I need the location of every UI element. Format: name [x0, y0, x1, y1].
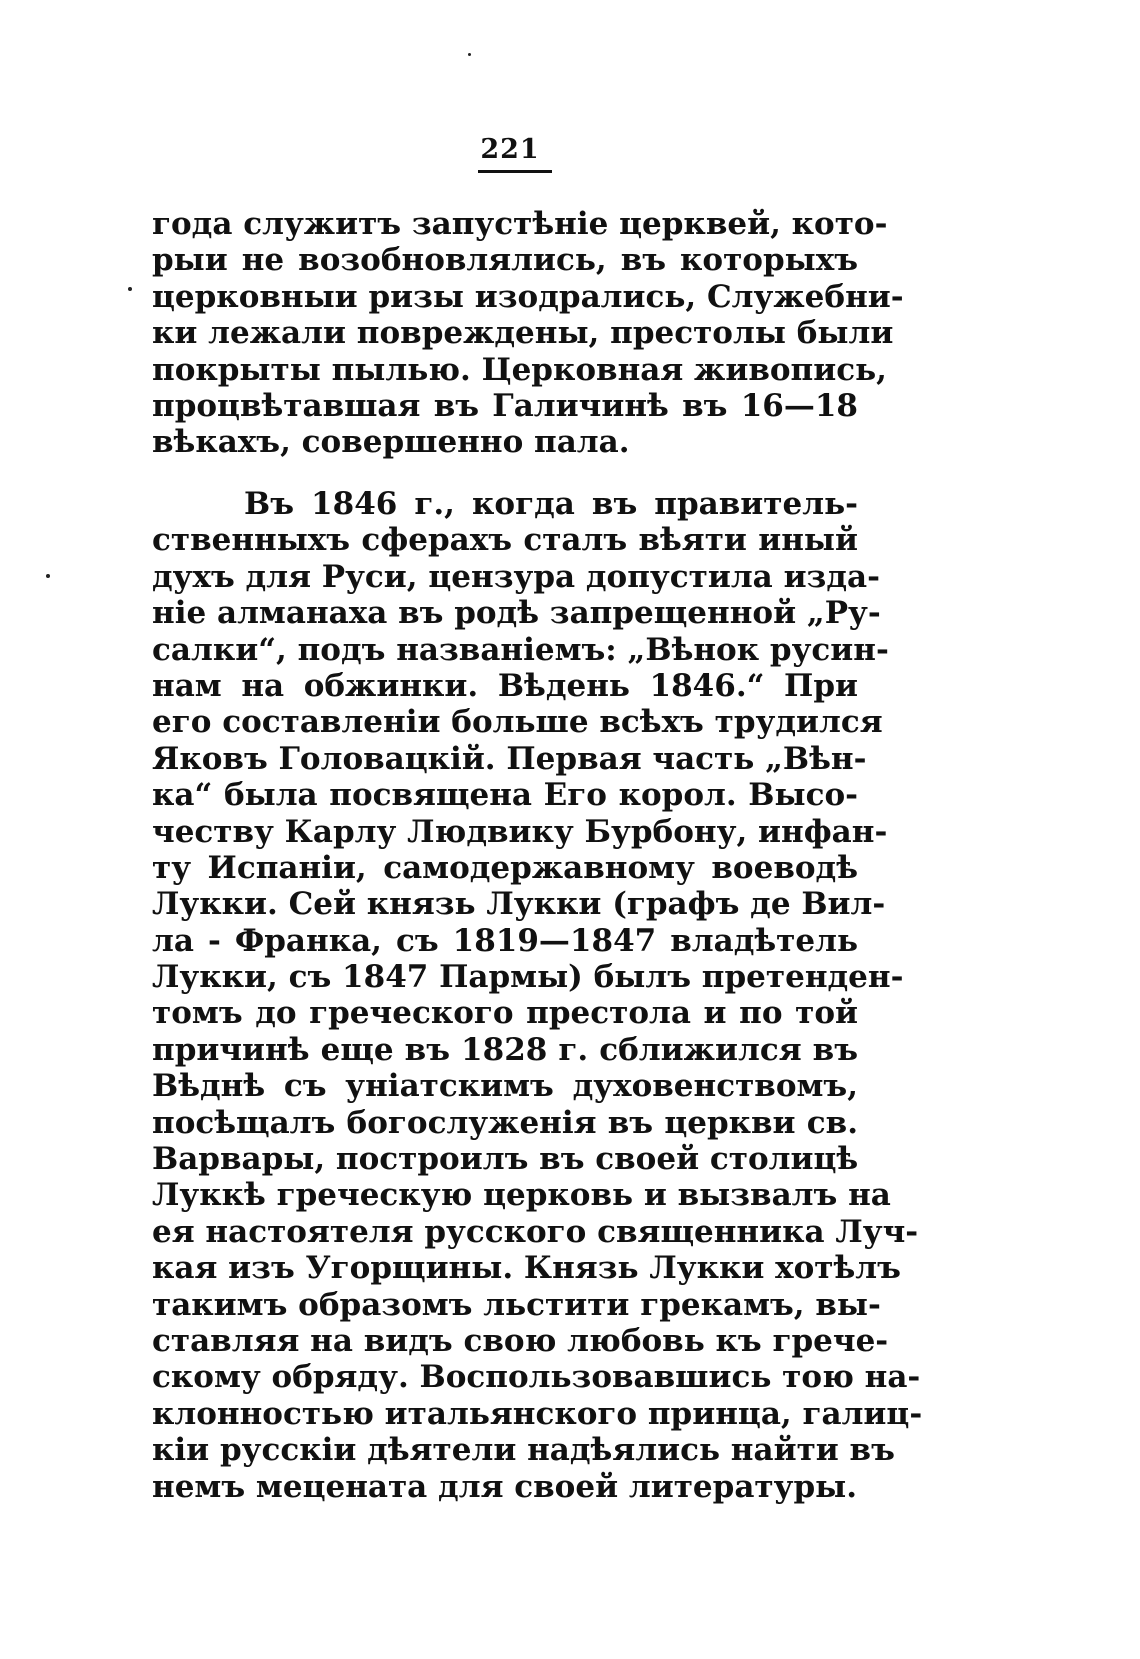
text-line: нам на обжинки. Вѣдень 1846.“ При [152, 667, 858, 704]
text-line: церковныи ризы изодрались, Служебни- [152, 278, 904, 315]
paragraph-2 [152, 486, 923, 1505]
scan-speck [128, 287, 132, 291]
text-line: ла - Франка, съ 1819—1847 владѣтель [152, 922, 858, 959]
page-number-rule [478, 170, 552, 173]
text-line: Вѣднѣ съ уніатскимъ духовенствомъ, [152, 1068, 858, 1105]
paragraph-1 [152, 206, 904, 461]
text-line: кая изъ Угорщины. Князь Лукки хотѣлъ [152, 1250, 901, 1287]
text-line: посѣщалъ богослуженія въ церкви св. [152, 1104, 858, 1141]
text-line: Лукки, съ 1847 Пармы) былъ претенден- [152, 959, 904, 996]
text-line: клонностью итальянского принца, галиц- [152, 1395, 923, 1432]
text-line: процвѣтавшая въ Галичинѣ въ 16—18 [152, 387, 858, 424]
text-line: Лукки. Сей князь Лукки (графъ де Вил- [152, 886, 886, 923]
text-line: ту Испаніи, самодержавному воеводѣ [152, 849, 858, 886]
scan-speck [46, 574, 50, 578]
text-line: Въ 1846 г., когда въ правитель- [244, 486, 858, 522]
text-line: ки лежали повреждены, престолы были [152, 315, 894, 352]
text-line: Яковъ Головацкій. Первая часть „Вѣн- [152, 740, 867, 777]
text-line: покрыты пылью. Церковная живопись, [152, 351, 887, 388]
text-line: ея настоятеля русского священника Луч- [152, 1213, 919, 1250]
text-line: причинѣ еще въ 1828 г. сближился въ [152, 1031, 858, 1068]
text-line: томъ до греческого престола и по той [152, 995, 858, 1032]
text-line: ственныхъ сферахъ сталъ вѣяти иный [152, 522, 858, 559]
page-number: 221 [480, 134, 540, 165]
text-line: вѣкахъ, совершенно пала. [152, 424, 630, 461]
text-line: рыи не возобновлялись, въ которыхъ [152, 242, 858, 279]
text-line: салки“, подъ названіемъ: „Вѣнок русин- [152, 631, 889, 668]
text-line: кіи русскіи дѣятели надѣялись найти въ [152, 1432, 895, 1469]
text-line: Варвары, построилъ въ своей столицѣ [152, 1141, 859, 1178]
text-line: духъ для Руси, цензура допустила изда- [152, 558, 880, 595]
text-line: его составленіи больше всѣхъ трудился [152, 704, 883, 741]
text-line: ніе алманаха въ родѣ запрещенной „Ру- [152, 595, 881, 632]
scan-speck [468, 53, 471, 56]
text-line: ставляя на видъ свою любовь къ грече- [152, 1322, 889, 1359]
text-line: честву Карлу Людвику Бурбону, инфан- [152, 813, 888, 850]
text-line: года служитъ запустѣніе церквей, кото- [152, 206, 888, 242]
text-line: такимъ образомъ льстити грекамъ, вы- [152, 1286, 881, 1323]
text-line: немъ мецената для своей литературы. [152, 1468, 858, 1505]
text-line: скому обряду. Воспользовавшись тою на- [152, 1359, 921, 1396]
text-line: ка“ была посвящена Его корол. Высо- [152, 777, 858, 814]
text-line: Луккѣ греческую церковь и вызвалъ на [152, 1177, 891, 1214]
